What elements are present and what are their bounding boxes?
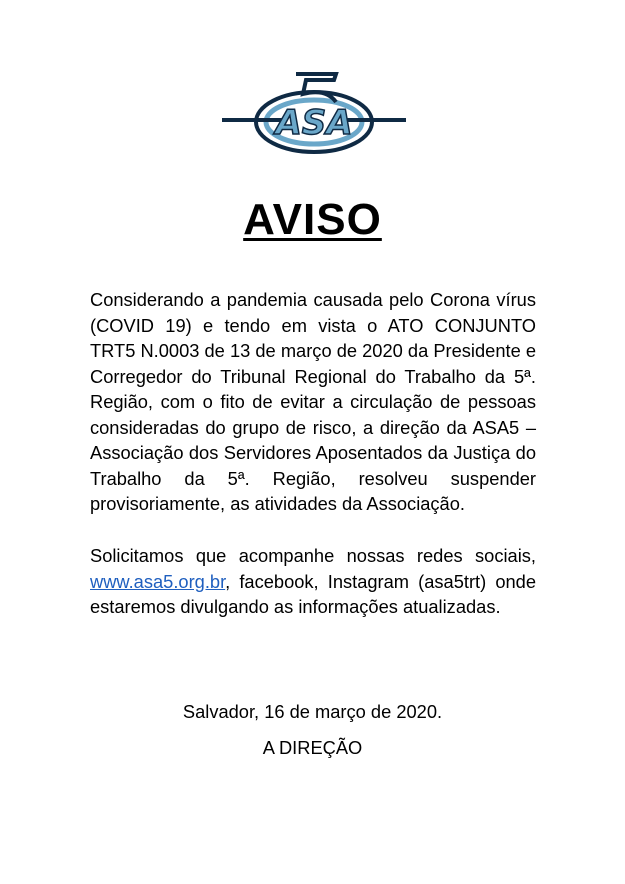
paragraph-2-text-before: Solicitamos que acompanhe nossas redes sociais, [90,545,536,566]
logo-bar-left [222,118,282,122]
asa5-logo [218,68,410,168]
logo-letters: ASA [275,103,353,143]
place-date: Salvador, 16 de março de 2020. [182,701,443,722]
logo-bar-right [346,118,406,122]
notice-paragraph-2 [90,543,536,620]
asa5-logo-graphic [218,68,410,168]
signature: A DIREÇÃO [262,737,363,758]
notice-paragraph-1: Considerando a pandemia causada pelo Corona vírus (COVID 19) e tendo em vista o ATO CONJUNTO TRT5 N.0003 de 13 de março de 2020 da Presidente e Corregedor do Tribunal Regional do Trabalho da 5ª. Região, com o fito de evitar a circulação de pessoas consideradas do grupo de risco, a direção da ASA5 – Associação dos Servidores Aposentados da Justiça do Trabalho da 5ª. Região, resolveu suspender provisoriamente, as atividades da Associação. [90,289,536,514]
notice-title: AVISO [243,195,382,244]
paragraph-2-text-after: , facebook, Instagram (asa5trt) onde estaremos divulgando as informações atualizadas. [90,570,536,617]
website-link[interactable]: www.asa5.org.br [90,570,226,592]
